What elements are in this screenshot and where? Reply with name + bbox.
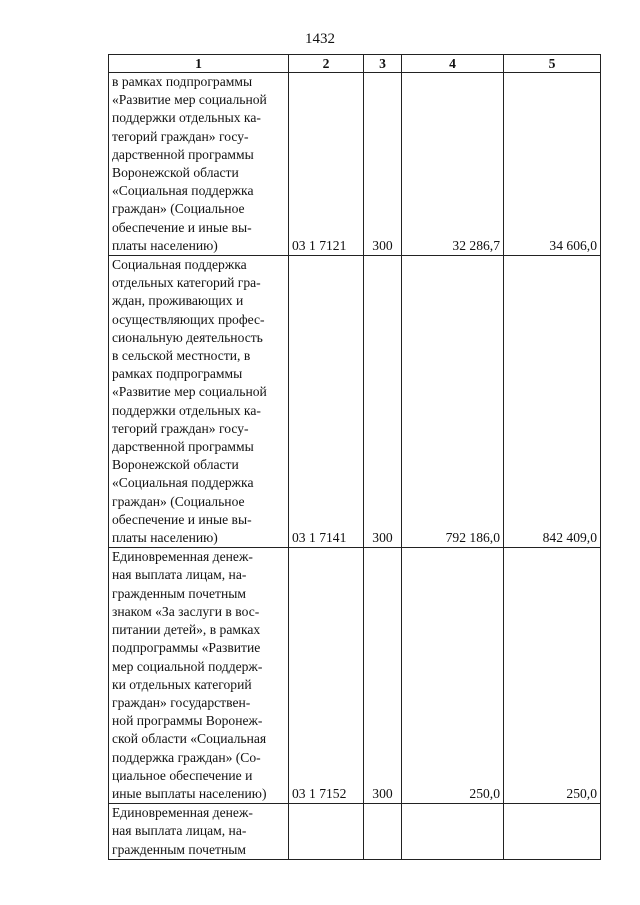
row-value-5: 250,0 xyxy=(504,548,601,804)
table-row xyxy=(109,548,601,804)
description-line: Воронежской области xyxy=(112,165,239,181)
row-type: 300 xyxy=(364,256,402,548)
description-line: поддержки отдельных ка- xyxy=(112,110,261,126)
row-type: 300 xyxy=(364,548,402,804)
row-type: 300 xyxy=(364,73,402,256)
description-line: платы населению) xyxy=(112,530,218,546)
description-line: в рамках подпрограммы xyxy=(112,74,253,89)
description-line: рамках подпрограммы xyxy=(112,366,243,382)
table-header-row xyxy=(109,55,601,73)
column-header-2: 2 xyxy=(289,55,364,73)
table-row xyxy=(109,804,601,860)
description-line: ждан, проживающих и xyxy=(112,293,244,309)
column-header-5: 5 xyxy=(504,55,601,73)
column-header-1: 1 xyxy=(109,55,289,73)
description-line: граждан» государствен- xyxy=(112,694,251,710)
description-line: Социальная поддержка xyxy=(112,257,247,273)
row-value-5: 842 409,0 xyxy=(504,256,601,548)
description-line: ской области «Социальная xyxy=(112,731,267,747)
description-line: «Социальная поддержка xyxy=(112,183,254,199)
description-line: мер социальной поддерж- xyxy=(112,658,263,674)
row-value-4: 32 286,7 xyxy=(402,73,504,256)
description-line: знаком «За заслуги в вос- xyxy=(112,603,260,619)
row-value-4: 250,0 xyxy=(402,548,504,804)
row-description xyxy=(109,548,289,804)
description-line: иные выплаты населению) xyxy=(112,785,267,801)
description-line: питании детей», в рамках xyxy=(112,622,261,638)
description-line: ной программы Воронеж- xyxy=(112,713,263,729)
description-line: Единовременная денеж- xyxy=(112,549,253,565)
description-line: «Развитие мер социальной xyxy=(112,384,267,400)
row-type xyxy=(364,804,402,860)
description-line: граждан» (Социальное xyxy=(112,493,245,509)
row-value-4 xyxy=(402,804,504,860)
column-header-3: 3 xyxy=(364,55,402,73)
description-line: циальное обеспечение и xyxy=(112,767,253,783)
description-line: обеспечение и иные вы- xyxy=(112,219,252,235)
row-value-4: 792 186,0 xyxy=(402,256,504,548)
description-line: гражденным почетным xyxy=(112,841,246,857)
description-line: ки отдельных категорий xyxy=(112,676,252,692)
row-value-5 xyxy=(504,804,601,860)
description-line: дарственной программы xyxy=(112,439,254,455)
description-line: осуществляющих профес- xyxy=(112,311,265,327)
description-line: Воронежской области xyxy=(112,457,239,473)
description-line: платы населению) xyxy=(112,237,218,253)
row-code xyxy=(289,804,364,860)
description-line: сиональную деятельность xyxy=(112,329,263,345)
row-code: 03 1 7141 xyxy=(289,256,364,548)
budget-table xyxy=(108,54,601,860)
row-description xyxy=(109,256,289,548)
description-line: подпрограммы «Развитие xyxy=(112,640,261,656)
description-line: граждан» (Социальное xyxy=(112,201,245,217)
table-row xyxy=(109,256,601,548)
description-line: ная выплата лицам, на- xyxy=(112,567,247,583)
description-line: тегорий граждан» госу- xyxy=(112,420,249,436)
description-line: Единовременная денеж- xyxy=(112,805,253,821)
row-code: 03 1 7152 xyxy=(289,548,364,804)
description-line: в сельской местности, в xyxy=(112,348,251,364)
description-line: поддержка граждан» (Со- xyxy=(112,749,261,765)
page-number: 1432 xyxy=(305,31,335,47)
row-value-5: 34 606,0 xyxy=(504,73,601,256)
description-line: гражденным почетным xyxy=(112,585,246,601)
description-line: поддержки отдельных ка- xyxy=(112,402,261,418)
row-description xyxy=(109,804,289,860)
description-line: обеспечение и иные вы- xyxy=(112,511,252,527)
description-line: отдельных категорий гра- xyxy=(112,275,261,291)
table-row xyxy=(109,73,601,256)
row-code: 03 1 7121 xyxy=(289,73,364,256)
description-line: «Развитие мер социальной xyxy=(112,92,267,108)
description-line: «Социальная поддержка xyxy=(112,475,254,491)
row-description xyxy=(109,73,289,256)
column-header-4: 4 xyxy=(402,55,504,73)
description-line: дарственной программы xyxy=(112,146,254,162)
description-line: ная выплата лицам, на- xyxy=(112,823,247,839)
description-line: тегорий граждан» госу- xyxy=(112,128,249,144)
